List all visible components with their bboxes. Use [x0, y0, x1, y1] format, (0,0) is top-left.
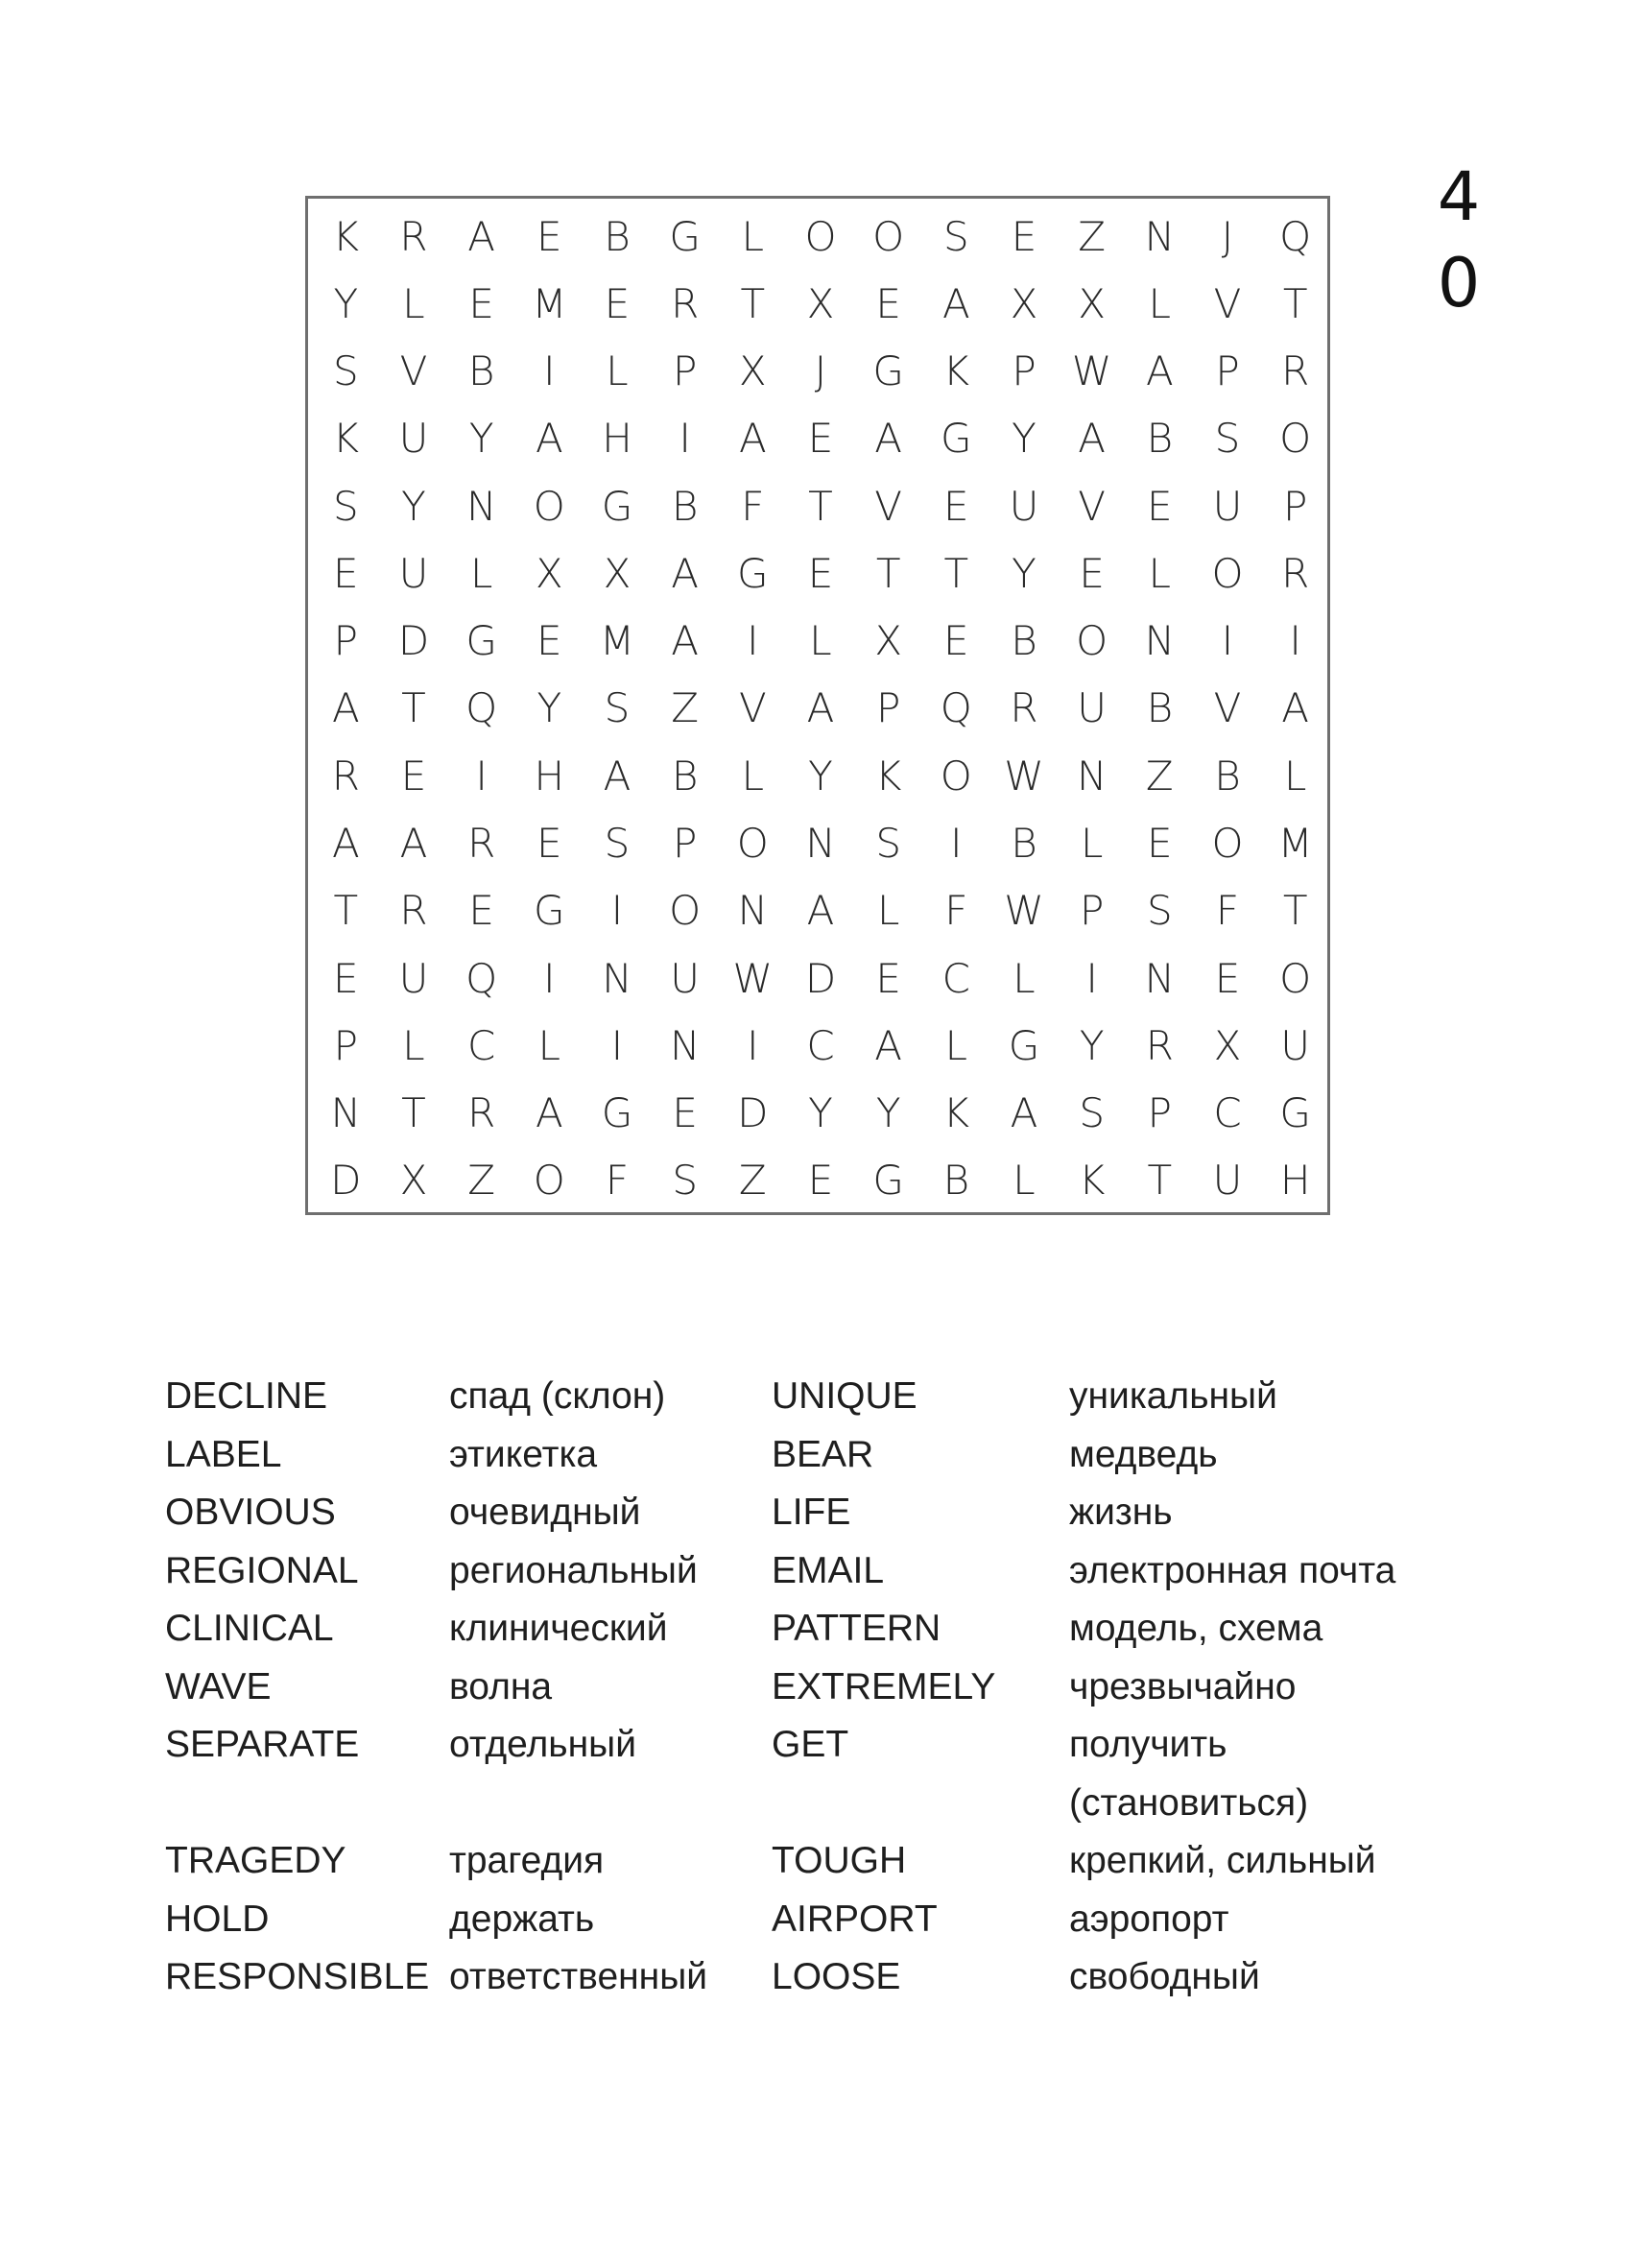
- grid-cell: D: [804, 954, 837, 1002]
- grid-cell: X: [1213, 1021, 1242, 1069]
- grid-cell: A: [806, 684, 835, 732]
- grid-cell: B: [671, 482, 699, 530]
- grid-cell: O: [736, 820, 769, 868]
- grid-cell: E: [536, 212, 562, 260]
- page-number-digit: 4: [1437, 157, 1481, 236]
- english-word: TRAGEDY: [165, 1840, 346, 1881]
- grid-cell: X: [1078, 279, 1107, 327]
- grid-cell: B: [1214, 752, 1241, 800]
- grid-cell: S: [604, 684, 631, 732]
- grid-cell: O: [533, 1157, 565, 1205]
- grid-cell: B: [1146, 684, 1174, 732]
- word-list-row: [165, 1659, 1489, 1717]
- word-list-row: [165, 1484, 1489, 1542]
- grid-cell: P: [1282, 482, 1308, 530]
- grid-cell: Y: [536, 684, 562, 732]
- russian-translation: этикетка: [449, 1433, 598, 1475]
- russian-translation: держать: [449, 1898, 595, 1940]
- grid-cell: G: [534, 887, 565, 935]
- grid-cell: G: [1279, 1089, 1311, 1137]
- grid-cell: S: [1146, 887, 1173, 935]
- russian-translation: очевидный: [449, 1492, 641, 1533]
- grid-cell: C: [941, 954, 970, 1002]
- grid-cell: W: [1071, 347, 1112, 395]
- grid-cell: F: [605, 1157, 630, 1205]
- grid-cell: N: [1076, 752, 1108, 800]
- grid-cell: I: [475, 752, 488, 800]
- grid-cell: B: [671, 752, 699, 800]
- grid-cell: O: [1279, 954, 1312, 1002]
- grid-cell: Z: [467, 1157, 496, 1205]
- english-word: PATTERN: [772, 1608, 941, 1649]
- russian-translation: клинический: [449, 1608, 668, 1649]
- grid-cell: E: [1147, 820, 1173, 868]
- grid-cell: A: [671, 617, 700, 665]
- grid-cell: L: [1013, 1157, 1036, 1205]
- grid-cell: R: [1281, 347, 1310, 395]
- grid-cell: W: [1004, 887, 1044, 935]
- grid-cell: S: [942, 212, 969, 260]
- grid-cell: S: [332, 482, 359, 530]
- russian-translation: модель, схема: [1069, 1608, 1323, 1649]
- word-list-row: [165, 1542, 1489, 1601]
- grid-cell: L: [809, 617, 832, 665]
- grid-cell: L: [876, 887, 900, 935]
- russian-translation: электронная почта: [1069, 1549, 1396, 1591]
- grid-cell: U: [1009, 482, 1039, 530]
- grid-cell: R: [399, 212, 428, 260]
- grid-cell: Y: [808, 1089, 833, 1137]
- grid-cell: E: [604, 279, 631, 327]
- grid-cell: E: [1079, 549, 1105, 597]
- grid-cell: X: [806, 279, 835, 327]
- grid-cell: B: [1011, 820, 1037, 868]
- grid-cell: C: [466, 1021, 496, 1069]
- grid-cell: I: [543, 347, 556, 395]
- english-word: DECLINE: [165, 1375, 328, 1417]
- grid-cell: A: [1078, 415, 1107, 463]
- grid-cell: L: [606, 347, 629, 395]
- grid-cell: E: [943, 482, 969, 530]
- word-list-row: [165, 1426, 1489, 1485]
- grid-cell: S: [604, 820, 631, 868]
- russian-translation: региональный: [449, 1549, 698, 1591]
- grid-cell: Q: [1279, 212, 1312, 260]
- grid-cell: X: [1010, 279, 1038, 327]
- english-word: UNIQUE: [772, 1375, 917, 1417]
- russian-translation: волна: [449, 1665, 553, 1707]
- grid-cell: O: [872, 212, 905, 260]
- english-word: LABEL: [165, 1433, 282, 1475]
- grid-cell: D: [330, 1157, 362, 1205]
- grid-cell: B: [942, 1157, 970, 1205]
- grid-cell: S: [875, 820, 901, 868]
- grid-cell: P: [1012, 347, 1036, 395]
- grid-cell: A: [535, 1089, 563, 1137]
- grid-cell: Y: [1079, 1021, 1105, 1069]
- grid-cell: E: [807, 1157, 834, 1205]
- grid-cell: Q: [940, 684, 972, 732]
- grid-cell: G: [872, 1157, 904, 1205]
- grid-cell: Z: [671, 684, 700, 732]
- grid-cell: O: [1076, 617, 1108, 665]
- grid-cell: E: [333, 954, 359, 1002]
- grid-cell: O: [1211, 549, 1244, 597]
- grid-cell: E: [875, 954, 901, 1002]
- grid-cell: I: [1085, 954, 1098, 1002]
- grid-cell: L: [1283, 752, 1307, 800]
- grid-cell: A: [1145, 347, 1174, 395]
- grid-cell: K: [332, 212, 360, 260]
- letter-grid: [312, 203, 1329, 1214]
- grid-cell: B: [1011, 617, 1037, 665]
- grid-cell: F: [741, 482, 765, 530]
- english-word: EMAIL: [772, 1549, 885, 1591]
- grid-cell: Y: [1012, 415, 1036, 463]
- grid-cell: E: [807, 415, 834, 463]
- english-word: OBVIOUS: [165, 1492, 336, 1533]
- grid-cell: U: [1077, 684, 1108, 732]
- grid-cell: Y: [333, 279, 359, 327]
- grid-cell: E: [536, 820, 562, 868]
- grid-cell: T: [401, 1089, 426, 1137]
- grid-cell: L: [741, 752, 765, 800]
- grid-cell: A: [806, 887, 835, 935]
- russian-translation: [449, 1775, 772, 1833]
- english-word: EXTREMELY: [772, 1665, 996, 1707]
- english-word: REGIONAL: [165, 1549, 359, 1591]
- grid-cell: U: [398, 549, 429, 597]
- word-search-puzzle: [305, 196, 1330, 1215]
- grid-cell: E: [333, 549, 359, 597]
- word-list-row: [165, 1368, 1489, 1426]
- grid-cell: Z: [1145, 752, 1174, 800]
- grid-cell: Y: [808, 752, 833, 800]
- grid-cell: Y: [875, 1089, 901, 1137]
- grid-cell: B: [467, 347, 495, 395]
- grid-cell: U: [398, 954, 429, 1002]
- word-list-row: [165, 1948, 1489, 2007]
- english-word: [165, 1775, 449, 1833]
- word-list-row: [165, 1600, 1489, 1659]
- grid-cell: I: [1221, 617, 1234, 665]
- grid-cell: H: [1279, 1157, 1311, 1205]
- english-word: RESPONSIBLE: [165, 1956, 430, 1997]
- english-word: LOOSE: [772, 1956, 901, 1997]
- grid-cell: Y: [401, 482, 426, 530]
- page-number: [1420, 154, 1497, 326]
- russian-translation: отдельный: [449, 1724, 636, 1765]
- grid-cell: A: [399, 820, 428, 868]
- english-word: BEAR: [772, 1433, 874, 1475]
- russian-translation: медведь: [1069, 1433, 1218, 1475]
- grid-cell: C: [806, 1021, 835, 1069]
- grid-cell: K: [1078, 1157, 1106, 1205]
- grid-cell: K: [942, 347, 970, 395]
- grid-cell: A: [738, 415, 767, 463]
- english-word: GET: [772, 1724, 849, 1765]
- grid-cell: I: [610, 887, 624, 935]
- english-word: WAVE: [165, 1665, 272, 1707]
- grid-cell: Z: [1078, 212, 1107, 260]
- grid-cell: R: [467, 820, 496, 868]
- english-word: LIFE: [772, 1492, 851, 1533]
- grid-cell: X: [399, 1157, 428, 1205]
- english-word: [772, 1775, 1069, 1833]
- grid-cell: U: [1280, 1021, 1311, 1069]
- grid-cell: O: [669, 887, 702, 935]
- grid-cell: N: [805, 820, 836, 868]
- grid-cell: U: [1212, 482, 1243, 530]
- grid-cell: T: [401, 684, 426, 732]
- grid-cell: A: [671, 549, 700, 597]
- grid-cell: G: [465, 617, 497, 665]
- grid-cell: T: [943, 549, 969, 597]
- grid-cell: P: [1215, 347, 1240, 395]
- grid-cell: E: [468, 887, 494, 935]
- grid-cell: X: [603, 549, 631, 597]
- grid-cell: L: [402, 1021, 425, 1069]
- russian-translation: (становиться): [1069, 1781, 1309, 1824]
- russian-translation: получить: [1069, 1724, 1227, 1765]
- grid-cell: A: [1281, 684, 1310, 732]
- grid-cell: X: [738, 347, 767, 395]
- grid-cell: T: [333, 887, 359, 935]
- grid-cell: O: [940, 752, 972, 800]
- grid-cell: L: [402, 279, 425, 327]
- grid-cell: X: [874, 617, 903, 665]
- grid-cell: M: [532, 279, 567, 327]
- grid-cell: R: [1281, 549, 1310, 597]
- grid-cell: G: [941, 415, 972, 463]
- grid-cell: L: [1080, 820, 1104, 868]
- grid-cell: L: [1148, 549, 1172, 597]
- grid-cell: U: [398, 415, 429, 463]
- grid-cell: P: [1147, 1089, 1172, 1137]
- russian-translation: аэропорт: [1069, 1898, 1229, 1940]
- grid-cell: N: [737, 887, 769, 935]
- grid-cell: A: [331, 820, 360, 868]
- grid-cell: N: [602, 954, 632, 1002]
- grid-cell: E: [1214, 954, 1241, 1002]
- grid-cell: R: [1010, 684, 1038, 732]
- grid-cell: I: [610, 1021, 624, 1069]
- grid-cell: V: [1213, 684, 1242, 732]
- grid-cell: V: [874, 482, 903, 530]
- grid-cell: L: [469, 549, 493, 597]
- grid-cell: A: [331, 684, 360, 732]
- grid-cell: F: [1215, 887, 1240, 935]
- grid-cell: A: [1010, 1089, 1038, 1137]
- grid-cell: N: [1144, 617, 1176, 665]
- word-list-row: [165, 1775, 1489, 1833]
- grid-cell: E: [943, 617, 969, 665]
- grid-cell: C: [1213, 1089, 1242, 1137]
- grid-cell: Q: [465, 954, 498, 1002]
- grid-cell: T: [1282, 279, 1308, 327]
- grid-cell: Y: [1012, 549, 1036, 597]
- grid-cell: I: [747, 617, 759, 665]
- grid-cell: L: [1013, 954, 1036, 1002]
- grid-cell: A: [874, 1021, 903, 1069]
- grid-cell: P: [333, 617, 358, 665]
- english-word: AIRPORT: [772, 1898, 938, 1940]
- grid-cell: T: [1282, 887, 1308, 935]
- word-list-row: [165, 1891, 1489, 1949]
- grid-cell: I: [543, 954, 556, 1002]
- grid-cell: O: [1279, 415, 1312, 463]
- grid-cell: V: [738, 684, 767, 732]
- russian-translation: трагедия: [449, 1840, 605, 1881]
- grid-cell: G: [601, 1089, 633, 1137]
- grid-cell: U: [670, 954, 701, 1002]
- grid-cell: V: [1213, 279, 1242, 327]
- grid-cell: I: [950, 820, 963, 868]
- grid-cell: L: [537, 1021, 561, 1069]
- grid-cell: R: [399, 887, 428, 935]
- grid-cell: S: [672, 1157, 698, 1205]
- grid-cell: O: [804, 212, 837, 260]
- russian-translation: спад (склон): [449, 1375, 666, 1417]
- russian-translation: чрезвычайно: [1069, 1665, 1297, 1707]
- grid-cell: L: [944, 1021, 968, 1069]
- grid-cell: H: [534, 752, 565, 800]
- grid-cell: I: [747, 1021, 759, 1069]
- grid-cell: K: [942, 1089, 970, 1137]
- grid-cell: I: [1289, 617, 1301, 665]
- grid-cell: R: [1145, 1021, 1174, 1069]
- english-word: HOLD: [165, 1898, 270, 1940]
- grid-cell: E: [1147, 482, 1173, 530]
- word-list-row: [165, 1832, 1489, 1891]
- grid-cell: K: [874, 752, 902, 800]
- grid-cell: R: [331, 752, 360, 800]
- grid-cell: D: [737, 1089, 769, 1137]
- grid-cell: L: [741, 212, 765, 260]
- grid-cell: A: [603, 752, 631, 800]
- grid-cell: E: [875, 279, 901, 327]
- grid-cell: I: [679, 415, 691, 463]
- grid-cell: T: [808, 482, 833, 530]
- grid-cell: Q: [465, 684, 498, 732]
- grid-cell: S: [1214, 415, 1241, 463]
- grid-cell: O: [1211, 820, 1244, 868]
- grid-cell: S: [332, 347, 359, 395]
- russian-translation: жизнь: [1069, 1492, 1173, 1533]
- grid-cell: N: [1144, 954, 1176, 1002]
- grid-cell: N: [1144, 212, 1176, 260]
- grid-cell: P: [1079, 887, 1105, 935]
- grid-cell: M: [1277, 820, 1313, 868]
- grid-cell: V: [1078, 482, 1107, 530]
- grid-cell: Y: [468, 415, 494, 463]
- grid-cell: W: [732, 954, 774, 1002]
- page-number-digit: 0: [1437, 244, 1481, 322]
- russian-translation: ответственный: [449, 1956, 708, 1997]
- grid-cell: P: [672, 820, 698, 868]
- grid-cell: Z: [738, 1157, 767, 1205]
- grid-cell: P: [672, 347, 698, 395]
- grid-cell: R: [467, 1089, 496, 1137]
- grid-cell: D: [397, 617, 430, 665]
- grid-cell: E: [1011, 212, 1037, 260]
- grid-cell: B: [1146, 415, 1174, 463]
- grid-cell: N: [669, 1021, 701, 1069]
- grid-cell: J: [1221, 212, 1234, 260]
- grid-cell: F: [944, 887, 968, 935]
- grid-cell: B: [604, 212, 631, 260]
- grid-cell: N: [465, 482, 497, 530]
- grid-cell: G: [872, 347, 904, 395]
- grid-cell: G: [601, 482, 633, 530]
- grid-cell: E: [672, 1089, 698, 1137]
- grid-cell: E: [468, 279, 494, 327]
- grid-cell: G: [1008, 1021, 1040, 1069]
- grid-cell: A: [874, 415, 903, 463]
- grid-cell: L: [1148, 279, 1172, 327]
- grid-cell: T: [1147, 1157, 1173, 1205]
- russian-translation: свободный: [1069, 1956, 1260, 1997]
- grid-cell: O: [533, 482, 565, 530]
- grid-cell: U: [1212, 1157, 1243, 1205]
- word-list: [165, 1368, 1489, 2007]
- grid-cell: A: [535, 415, 563, 463]
- grid-cell: G: [669, 212, 701, 260]
- grid-cell: P: [875, 684, 901, 732]
- grid-cell: E: [536, 617, 562, 665]
- grid-cell: P: [333, 1021, 358, 1069]
- grid-cell: W: [1004, 752, 1044, 800]
- russian-translation: уникальный: [1069, 1375, 1277, 1417]
- grid-cell: R: [671, 279, 700, 327]
- grid-cell: G: [737, 549, 769, 597]
- grid-cell: V: [399, 347, 428, 395]
- grid-cell: T: [740, 279, 766, 327]
- grid-cell: A: [467, 212, 496, 260]
- grid-cell: S: [1079, 1089, 1105, 1137]
- english-word: TOUGH: [772, 1840, 907, 1881]
- english-word: SEPARATE: [165, 1724, 360, 1765]
- grid-cell: J: [814, 347, 827, 395]
- word-list-row: [165, 1716, 1489, 1775]
- grid-cell: K: [332, 415, 360, 463]
- grid-cell: A: [941, 279, 970, 327]
- english-word: CLINICAL: [165, 1608, 334, 1649]
- grid-cell: T: [875, 549, 901, 597]
- grid-cell: N: [330, 1089, 362, 1137]
- grid-cell: X: [535, 549, 563, 597]
- grid-cell: H: [602, 415, 632, 463]
- grid-cell: E: [807, 549, 834, 597]
- russian-translation: крепкий, сильный: [1069, 1840, 1376, 1881]
- grid-cell: E: [400, 752, 427, 800]
- grid-cell: M: [599, 617, 635, 665]
